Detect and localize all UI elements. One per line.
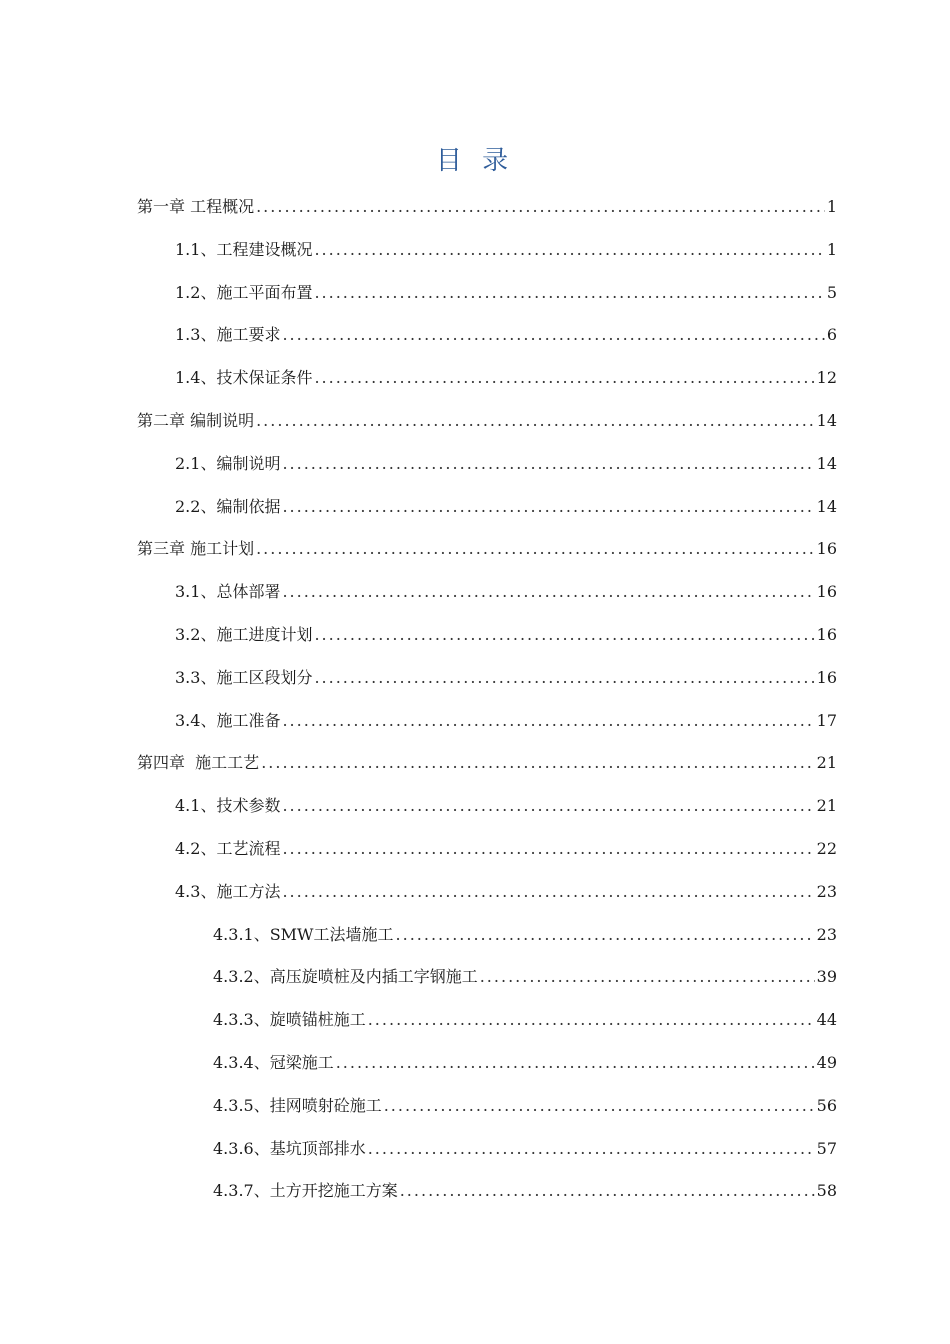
toc-leader-dots — [282, 325, 824, 344]
toc-entry-label: 3.2、施工进度计划 — [175, 624, 313, 644]
toc-leader-dots — [314, 240, 824, 259]
toc-entry[interactable] — [0, 484, 950, 527]
toc-entry-page-number: 21 — [816, 753, 837, 773]
toc-entry-page-number: 16 — [816, 582, 837, 602]
toc-entry-page-number: 16 — [816, 624, 837, 644]
toc-leader-dots — [368, 1139, 815, 1158]
toc-entry[interactable] — [0, 184, 950, 227]
toc-title: 目 录 — [435, 146, 515, 176]
toc-entry[interactable] — [0, 355, 950, 398]
toc-entry[interactable] — [0, 698, 950, 741]
toc-leader-dots — [336, 1053, 815, 1072]
toc-entry-page-number: 58 — [816, 1181, 837, 1201]
toc-leader-dots — [261, 753, 814, 772]
toc-entry-page-number: 57 — [816, 1138, 837, 1158]
toc-entry-label: 2.2、编制依据 — [175, 496, 281, 516]
toc-leader-dots — [282, 839, 814, 858]
toc-leader-dots — [314, 368, 814, 387]
toc-entry[interactable] — [0, 1168, 950, 1211]
toc-entry-page-number: 16 — [816, 539, 837, 559]
toc-leader-dots — [282, 796, 814, 815]
toc-leader-dots — [480, 967, 815, 986]
toc-entry-page-number: 14 — [816, 496, 837, 516]
toc-entry[interactable] — [0, 227, 950, 270]
toc-entry[interactable] — [0, 270, 950, 313]
toc-entry[interactable] — [0, 526, 950, 569]
toc-entry-page-number: 12 — [816, 368, 837, 388]
toc-entry[interactable] — [0, 398, 950, 441]
toc-entry-label: 第一章 工程概况 — [137, 197, 255, 216]
toc-entry[interactable] — [0, 612, 950, 655]
toc-leader-dots — [256, 197, 825, 216]
toc-entry-label: 4.1、技术参数 — [175, 796, 281, 816]
toc-entry[interactable] — [0, 1126, 950, 1169]
toc-entry-label: 4.3.4、冠梁施工 — [213, 1052, 334, 1072]
toc-entry[interactable] — [0, 912, 950, 955]
toc-entry[interactable] — [0, 826, 950, 869]
toc-entry-label: 4.3、施工方法 — [175, 881, 281, 901]
toc-entry-page-number: 22 — [816, 838, 837, 858]
toc-entry-page-number: 39 — [816, 967, 837, 987]
toc-entry-label: 4.3.1、SMW工法墙施工 — [213, 924, 394, 944]
toc-entry-page-number: 1 — [826, 239, 837, 259]
toc-leader-dots — [314, 283, 824, 302]
toc-entry-page-number: 16 — [816, 667, 837, 687]
toc-entry-page-number: 21 — [816, 796, 837, 816]
toc-leader-dots — [282, 454, 814, 473]
toc-entry-label: 3.1、总体部署 — [175, 582, 281, 602]
toc-entry-label: 4.3.3、旋喷锚桩施工 — [213, 1010, 366, 1030]
toc-leader-dots — [282, 711, 814, 730]
toc-entry[interactable] — [0, 783, 950, 826]
toc-entry-page-number: 23 — [816, 881, 837, 901]
toc-entry-label: 4.3.2、高压旋喷桩及内插工字钢施工 — [213, 967, 478, 987]
toc-entry-label: 3.3、施工区段划分 — [175, 667, 313, 687]
toc-entry[interactable] — [0, 740, 950, 783]
toc-leader-dots — [368, 1010, 815, 1029]
toc-list — [0, 184, 950, 1211]
toc-entry-label: 1.3、施工要求 — [175, 325, 281, 345]
toc-leader-dots — [282, 582, 814, 601]
toc-entry-page-number: 5 — [826, 282, 837, 302]
toc-entry[interactable] — [0, 869, 950, 912]
toc-leader-dots — [256, 411, 815, 430]
toc-entry[interactable] — [0, 569, 950, 612]
toc-entry-label: 4.2、工艺流程 — [175, 838, 281, 858]
toc-entry-page-number: 23 — [816, 924, 837, 944]
toc-entry-label: 4.3.6、基坑顶部排水 — [213, 1138, 366, 1158]
toc-leader-dots — [400, 1181, 815, 1200]
toc-entry-label: 3.4、施工准备 — [175, 710, 281, 730]
toc-entry-label: 2.1、编制说明 — [175, 453, 281, 473]
toc-leader-dots — [384, 1096, 815, 1115]
toc-entry-page-number: 49 — [816, 1052, 837, 1072]
toc-entry-page-number: 14 — [816, 453, 837, 473]
toc-entry-label: 4.3.7、土方开挖施工方案 — [213, 1181, 398, 1201]
toc-entry-label: 4.3.5、挂网喷射砼施工 — [213, 1095, 382, 1115]
toc-entry-label: 1.2、施工平面布置 — [175, 282, 313, 302]
toc-entry[interactable] — [0, 1083, 950, 1126]
toc-leader-dots — [396, 925, 815, 944]
toc-entry-label: 第四章 施工工艺 — [137, 753, 260, 773]
toc-entry[interactable] — [0, 997, 950, 1040]
toc-entry[interactable] — [0, 1040, 950, 1083]
toc-leader-dots — [314, 668, 814, 687]
toc-leader-dots — [256, 539, 815, 558]
toc-entry-label: 第三章 施工计划 — [137, 539, 255, 559]
toc-entry[interactable] — [0, 655, 950, 698]
toc-entry-page-number: 56 — [816, 1095, 837, 1115]
toc-entry[interactable] — [0, 954, 950, 997]
toc-entry-page-number: 17 — [816, 710, 837, 730]
toc-entry[interactable] — [0, 312, 950, 355]
toc-leader-dots — [314, 625, 814, 644]
toc-entry[interactable] — [0, 441, 950, 484]
toc-leader-dots — [282, 882, 814, 901]
toc-entry-label: 1.4、技术保证条件 — [175, 368, 313, 388]
toc-entry-label: 1.1、工程建设概况 — [175, 239, 313, 259]
toc-entry-label: 第二章 编制说明 — [137, 410, 255, 430]
toc-leader-dots — [282, 497, 814, 516]
toc-entry-page-number: 6 — [826, 325, 837, 345]
toc-entry-page-number: 44 — [816, 1010, 837, 1030]
toc-entry-page-number: 14 — [816, 410, 837, 430]
toc-entry-page-number: 1 — [826, 197, 837, 216]
